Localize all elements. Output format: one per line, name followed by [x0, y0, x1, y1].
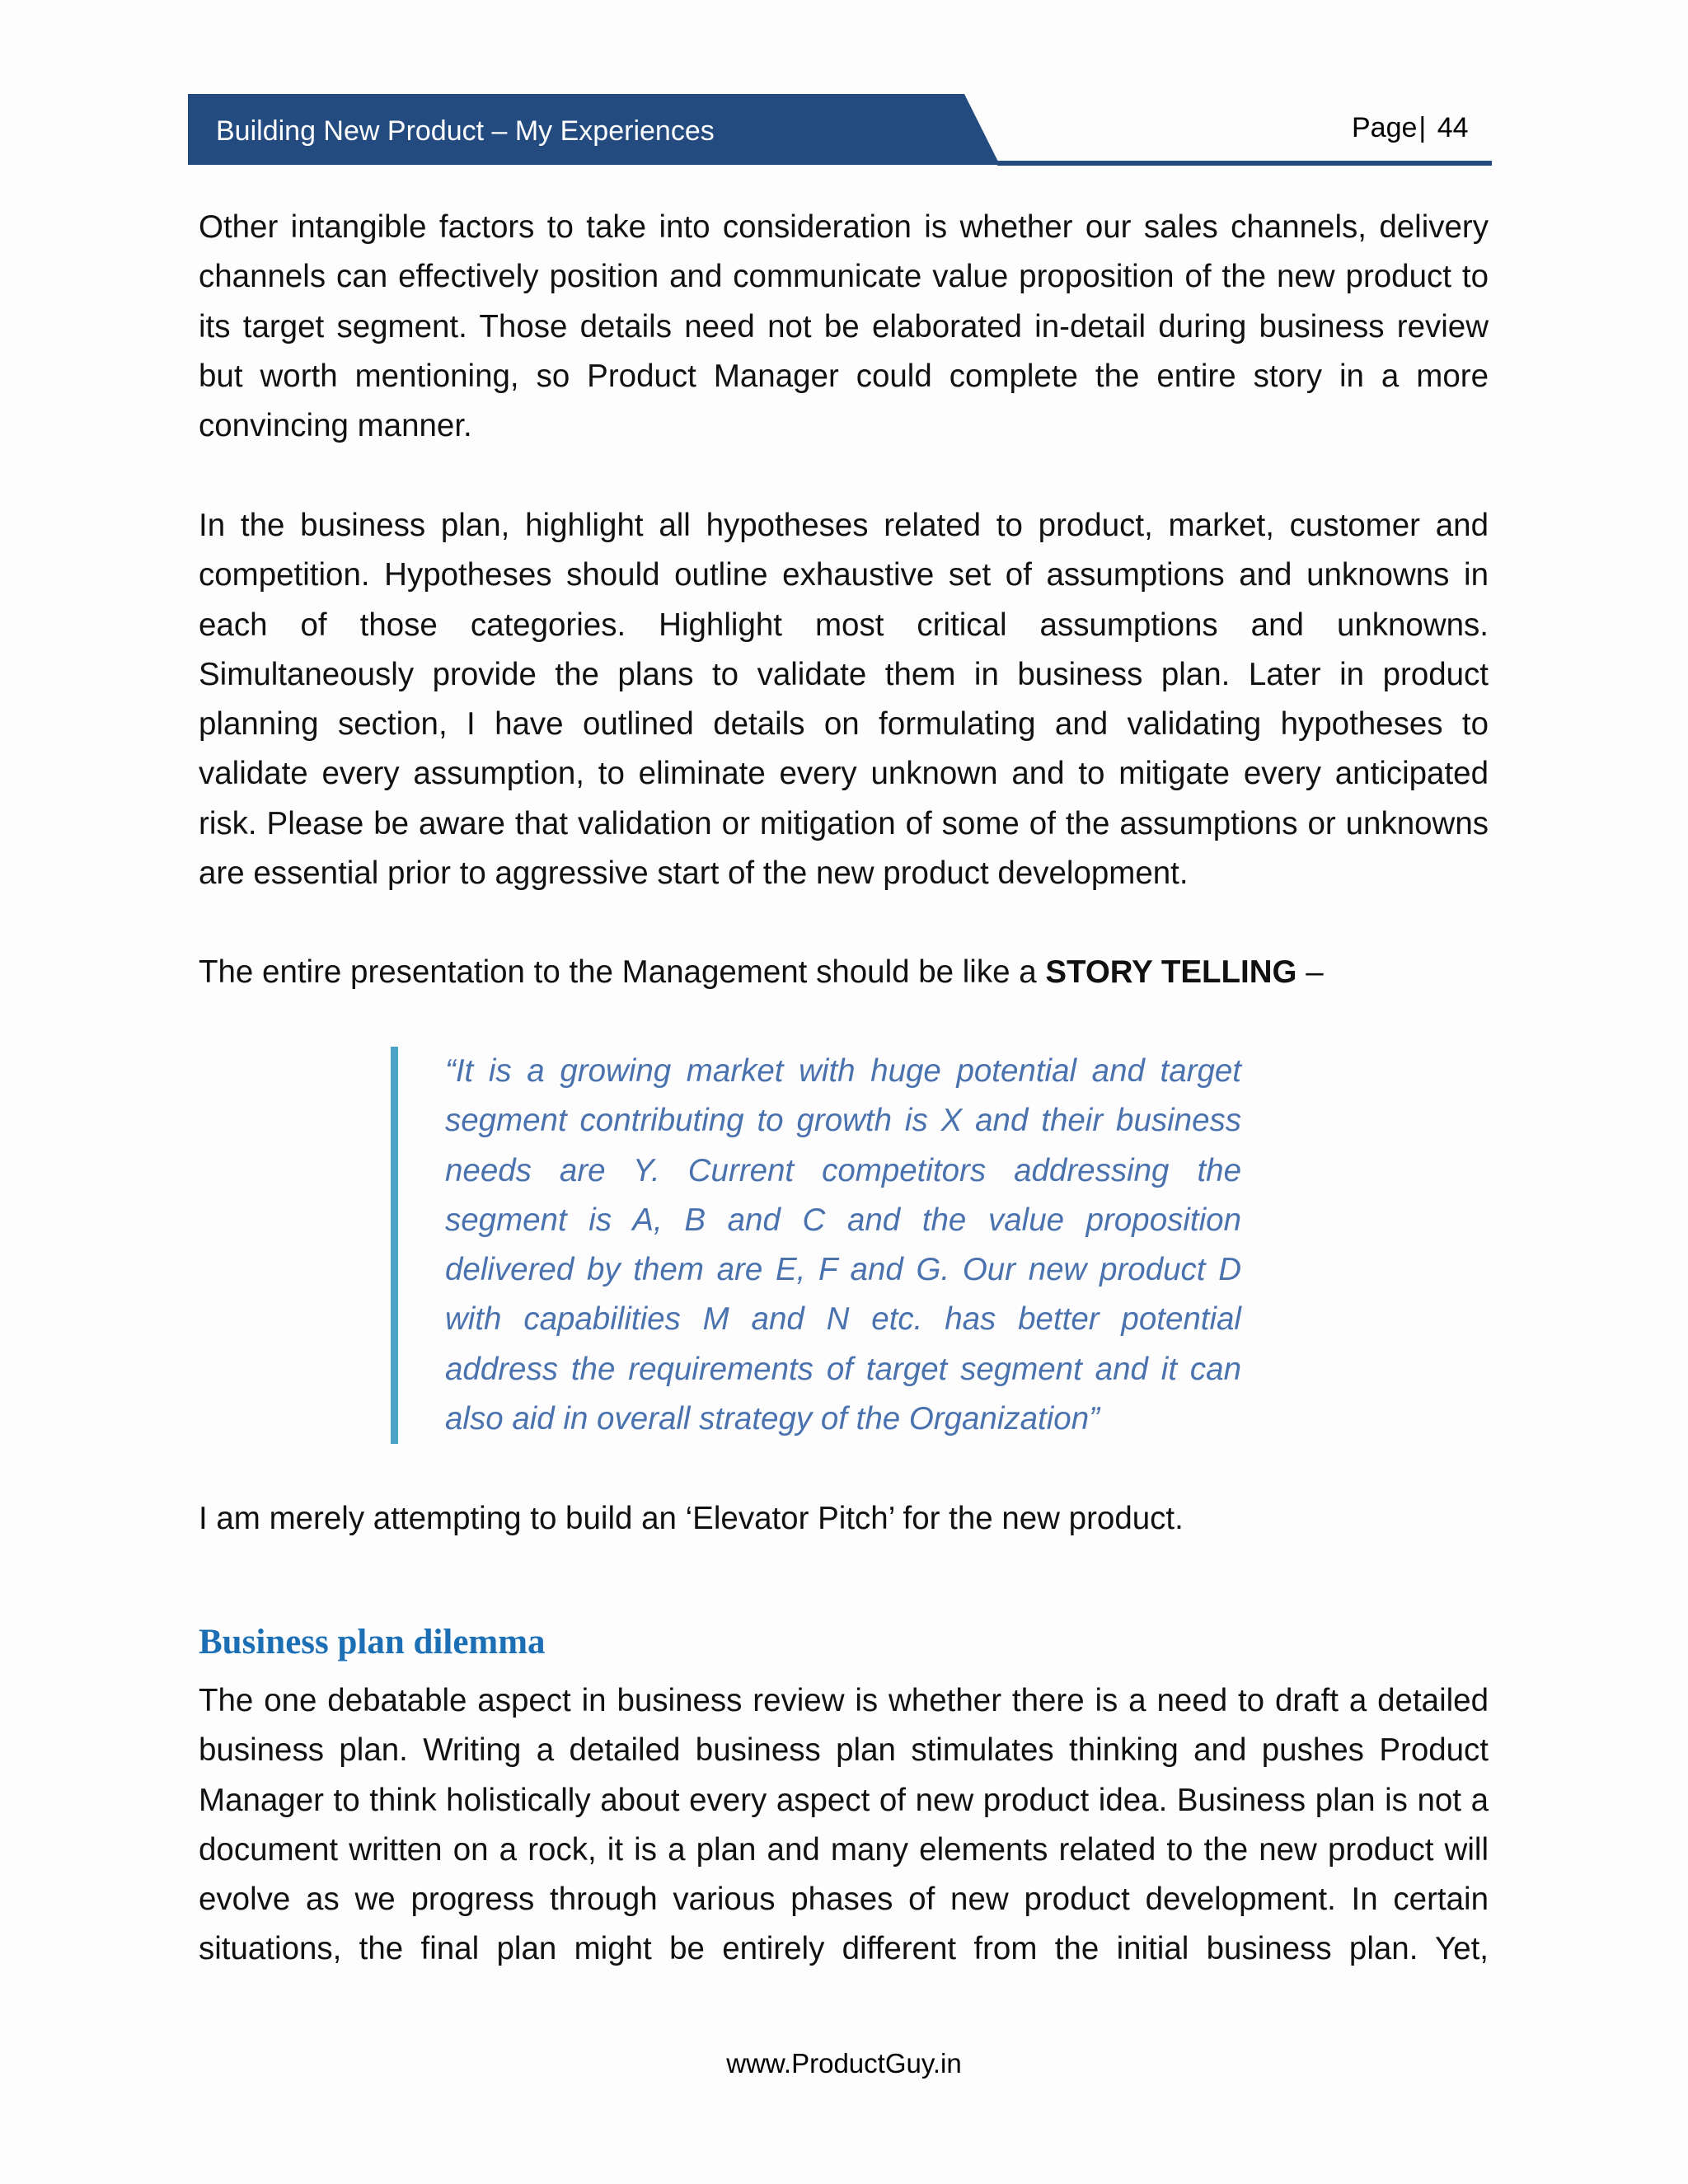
story-intro-text: The entire presentation to the Management should be like a [199, 954, 1046, 990]
header-rule [997, 161, 1492, 166]
story-dash: – [1296, 954, 1324, 990]
story-telling-emphasis: STORY TELLING [1045, 954, 1297, 990]
section-heading-business-plan-dilemma: Business plan dilemma [199, 1623, 546, 1661]
paragraph-intangible-factors: Other intangible factors to take into consideration is whether our sales channels, delivery channels can effectively position and communicate value proposition of the new product to its target segment. Those details need not be elaborated in-detail during business review but worth mentioning, so Product Manager could complete the entire story in a more convincing manner. [199, 209, 1489, 444]
page-number-indicator [1352, 109, 1469, 147]
paragraph-hypotheses: In the business plan, highlight all hypotheses related to product, market, customer and competition. Hypotheses should outline exhaustive set of assumptions and unknowns in each of those categories. Highlight most critical assumptions and unknowns. Simultaneously provide the plans to validate them in business plan. Later in product planning section, I have outlined details on formulating and validating hypotheses to validate every assumption, to eliminate every unknown and to mitigate every anticipated risk. Please be aware that validation or mitigation of some of the assumptions or unknowns are essential prior to aggressive start of the new product development. [199, 508, 1489, 892]
paragraph-business-plan-dilemma: The one debatable aspect in business review is whether there is a need to draft a detailed business plan. Writing a detailed business plan stimulates thinking and pushes Product Manager to think holistically about every aspect of new product idea. Business plan is not a document written on a rock, it is a plan and many elements related to the new product will evolve as we progress through various phases of new product development. In certain situations, the final plan might be entirely different from the initial business plan. Yet, [199, 1683, 1489, 1967]
blockquote-bar [391, 1047, 398, 1444]
paragraph-story-telling [199, 948, 1489, 997]
paragraph-elevator-pitch: I am merely attempting to build an ‘Elevator Pitch’ for the new product. [199, 1501, 1184, 1536]
footer-url: www.ProductGuy.in [726, 2048, 962, 2079]
page-label: Page [1352, 112, 1418, 143]
elevator-pitch-quote: “It is a growing market with huge potential and target segment contributing to growth is X and their business needs are Y. Current competitors addressing the segment is A, B and C and the value proposition delivered by them are E, F and G. Our new product D with capabilities M and N etc. has better potential address the requirements of target segment and it can also aid in overall strategy of the Organization” [445, 1053, 1241, 1437]
page-separator: | [1418, 112, 1427, 143]
document-title: Building New Product – My Experiences [216, 115, 715, 147]
page-number: 44 [1437, 112, 1469, 143]
